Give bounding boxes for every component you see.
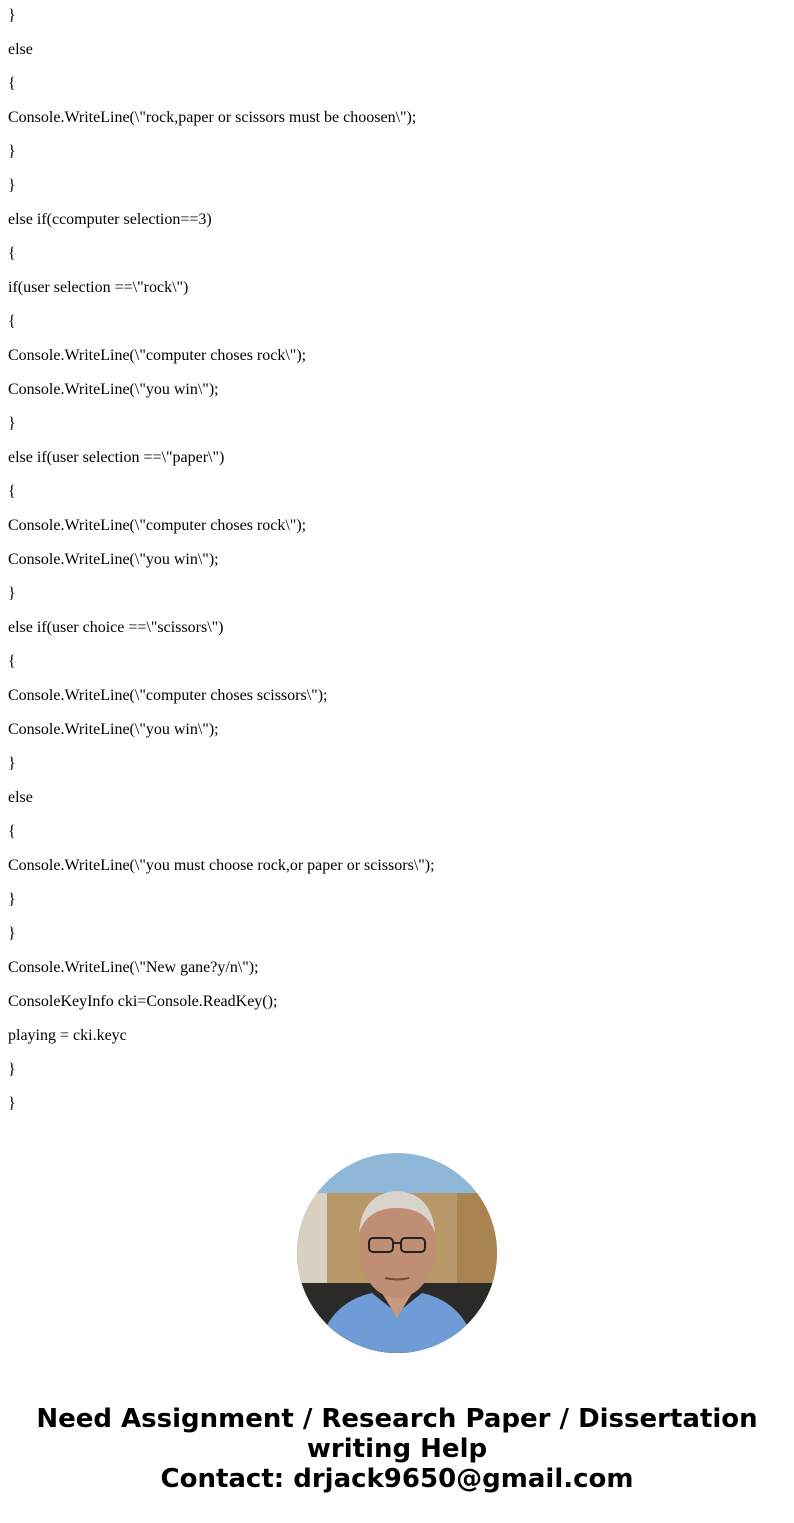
code-line: { xyxy=(8,653,16,670)
code-listing xyxy=(8,0,435,1129)
code-line: } xyxy=(8,415,16,432)
code-line: } xyxy=(8,143,16,160)
code-line: { xyxy=(8,483,16,500)
code-line: { xyxy=(8,823,16,840)
code-line: else xyxy=(8,41,33,58)
code-line: if(user selection ==\"rock\") xyxy=(8,279,189,296)
code-line: else if(user choice ==\"scissors\") xyxy=(8,619,224,636)
code-line: { xyxy=(8,75,16,92)
author-photo xyxy=(297,1153,497,1353)
code-line: Console.WriteLine(\"you must choose rock,or paper or scissors\"); xyxy=(8,857,435,874)
code-line: playing = cki.keyc xyxy=(8,1027,127,1044)
code-line: } xyxy=(8,1095,16,1112)
author-avatar xyxy=(297,1153,497,1353)
code-line: Console.WriteLine(\"you win\"); xyxy=(8,721,219,738)
promo-line-2: writing Help xyxy=(306,1434,488,1464)
code-line: { xyxy=(8,245,16,262)
code-line: else xyxy=(8,789,33,806)
code-line: } xyxy=(8,891,16,908)
code-line: Console.WriteLine(\"you win\"); xyxy=(8,551,219,568)
code-line: } xyxy=(8,1061,16,1078)
promo-line-1: Need Assignment / Research Paper / Dissertation xyxy=(36,1404,758,1434)
code-line: Console.WriteLine(\"computer choses rock\"); xyxy=(8,517,307,534)
code-line: Console.WriteLine(\"you win\"); xyxy=(8,381,219,398)
code-line: } xyxy=(8,755,16,772)
code-line: Console.WriteLine(\"New gane?y/n\"); xyxy=(8,959,259,976)
code-line: } xyxy=(8,177,16,194)
code-line: Console.WriteLine(\"rock,paper or scissors must be choosen\"); xyxy=(8,109,417,126)
code-line: ConsoleKeyInfo cki=Console.ReadKey(); xyxy=(8,993,278,1010)
code-line: } xyxy=(8,925,16,942)
promo-contact: Contact: drjack9650@gmail.com xyxy=(160,1464,634,1494)
code-line: else if(user selection ==\"paper\") xyxy=(8,449,225,466)
code-line: else if(ccomputer selection==3) xyxy=(8,211,212,228)
code-line: { xyxy=(8,313,16,330)
code-line: Console.WriteLine(\"computer choses rock\"); xyxy=(8,347,307,364)
code-line: } xyxy=(8,7,16,24)
code-line: } xyxy=(8,585,16,602)
promo-banner xyxy=(0,1404,794,1494)
code-line: Console.WriteLine(\"computer choses scissors\"); xyxy=(8,687,328,704)
